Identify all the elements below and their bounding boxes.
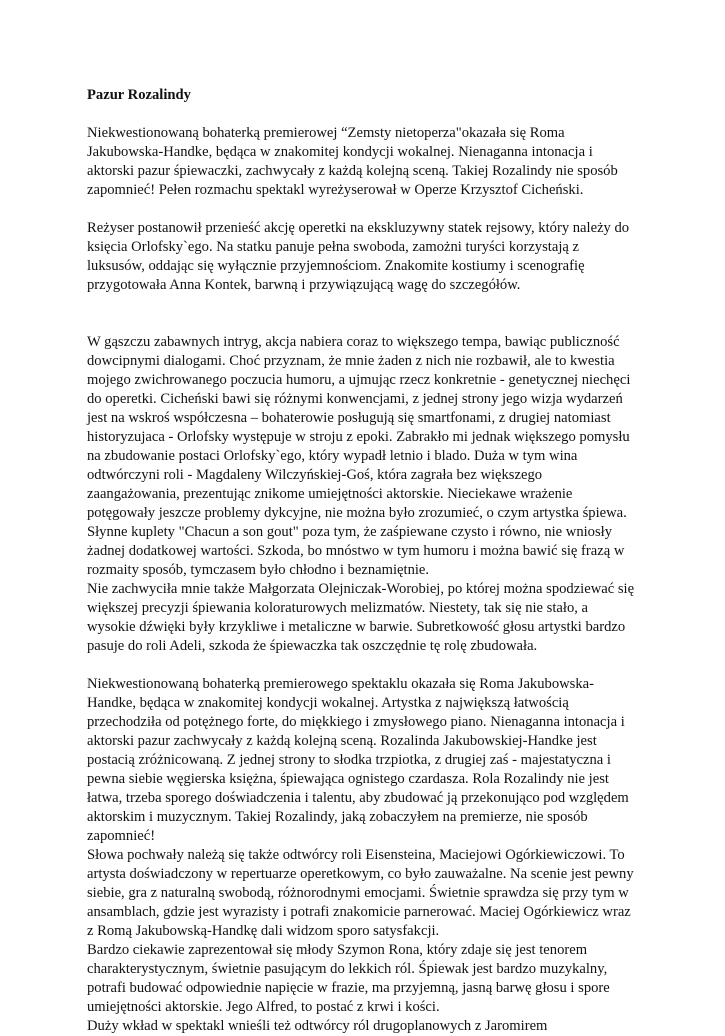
- article-title: Pazur Rozalindy: [87, 87, 191, 103]
- paragraph-cast: Niekwestionowaną bohaterką premierowego spektaklu okazała się Roma Jakubowska- Handke, będąca w znakomitej kondycji wokalnej. Artystka z największą łatwością przechodziła od potężnego forte, do miękkiego i zmysłowego piano. Nienaganna intonacja i aktorski pazur zachwycały z każdą kolejną sceną. Rozalinda Jakubowskiej-Handke jest postacią zróżnicowaną. Z jednej strony to słodka trzpiotka, z drugiej zaś - majestatyczna i pewna siebie węgierska księżna, śpiewająca ognistego czardasza. Rola Rozalindy nie jest łatwa, trzeba sporego doświadczenia i talentu, aby zbudować ją przekonująco pod względem aktorskim i muzycznym. Takiej Rozalindy, jaką zobaczyłem na premierze, nie sposób zapomnieć! Słowa pochwały należą się także odtwórcy roli Eisensteina, Maciejowi Ogórkiewiczowi. To artysta doświadczony w repertuarze operetkowym, co było zauważalne. Na scenie jest pewny siebie, gra z naturalną swobodą, różnorodnymi emocjami. Świetnie sprawdza się przy tym w ansamblach, gdzie jest wyrazisty i potrafi znakomicie parnerować. Maciej Ogórkiewicz wraz z Romą Jakubowską-Handkę dali widzom sporo satysfakcji. Bardzo ciekawie zaprezentował się młody Szymon Rona, który zdaje się jest tenorem charakterystycznym, świetnie pasującym do lekkich ról. Śpiewak jest bardzo muzykalny, potrafi budować odpowiednie napięcie w frazie, ma przyjemną, jasną barwę głosu i spore umiejętności aktorskie. Jego Alfred, to postać z krwi i kości. Duży wkład w spektakl wnieśli też odtwórcy ról drugoplanowych z Jaromirem: [87, 676, 634, 1034]
- document-page: [87, 86, 647, 1036]
- paragraph-spacer: [87, 295, 647, 333]
- paragraph-director: Reżyser postanowił przenieść akcję operetki na ekskluzywny statek rejsowy, który należy do księcia Orlofsky`ego. Na statku panuje pełna swoboda, zamożni turyści korzystają z luksusów, oddając się wyłącznie przyjemnościom. Znakomite kostiumy i scenografię przygotowała Anna Kontek, barwną i przywiązującą wagę do szczegółów.: [87, 220, 630, 293]
- paragraph-spacer: [87, 656, 647, 675]
- paragraph-intrigue: W gąszczu zabawnych intryg, akcja nabiera coraz to większego tempa, bawiąc publiczność dowcipnymi dialogami. Choć przyznam, że mnie żaden z nich nie rozbawił, ale to kwestia mojego zwichrowanego poczucia humoru, a ujmując rzecz konkretnie - genetycznej niechęci do operetki. Cicheński bawi się różnymi konwencjami, z jednej strony jego wizja wydarzeń jest na wskroś współczesna – bohaterowie posługują się smartfonami, z drugiej natomiast historyzujaca - Orlofsky występuje w stroju z epoki. Zabrakło mi jednak większego pomysłu na zbudowanie postaci Orlofsky`ego, który wypadł letnio i blado. Duża w tym wina odtwórczyni roli - Magdaleny Wilczyńskiej-Goś, która zagrała bez większego zaangażowania, prezentując znikome umiejętności aktorskie. Nieciekawe wrażenie potęgowały jeszcze problemy dykcyjne, nie można było zrozumieć, o czym artystka śpiewa. Słynne kuplety "Chacun a son gout" poza tym, że zaśpiewane czysto i równo, nie wniosły żadnej dodatkowej wartości. Szkoda, bo mnóstwo w tym humoru i można bawić się frazą w rozmaity sposób, tymczasem było chłodno i beznamiętnie. Nie zachwyciła mnie także Małgorzata Olejniczak-Worobiej, po której można spodziewać się większej precyzji śpiewania koloraturowych melizmatów. Niestety, tak się nie stało, a wysokie dźwięki były krzykliwe i metaliczne w barwie. Subretkowość głosu artystki bardzo pasuje do roli Adeli, szkoda że śpiewaczka tak oszczędnie tę rolę zbudowała.: [87, 334, 635, 654]
- paragraph-intro: Niekwestionowaną bohaterką premierowej “Zemsty nietoperza"okazała się Roma Jakubowska-Handke, będąca w znakomitej kondycji wokalnej. Nienaganna intonacja i aktorski pazur śpiewaczki, zachwycały z każdą kolejną sceną. Takiej Rozalindy nie sposób zapomnieć! Pełen rozmachu spektakl wyreżyserował w Operze Krzysztof Cicheński.: [87, 125, 618, 198]
- paragraph-spacer: [87, 200, 647, 219]
